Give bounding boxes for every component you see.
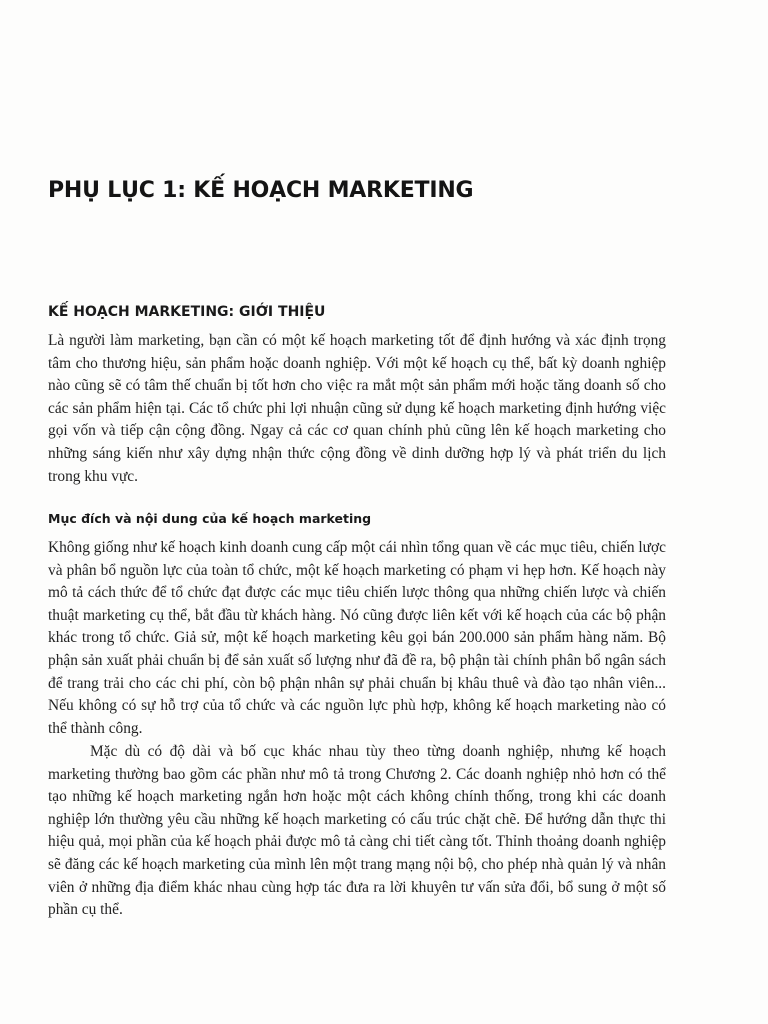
subsection-heading: Mục đích và nội dung của kế hoạch marketing	[48, 511, 372, 526]
chapter-title: PHỤ LỤC 1: KẾ HOẠCH MARKETING	[48, 178, 474, 203]
section-heading: KẾ HOẠCH MARKETING: GIỚI THIỆU	[48, 304, 326, 320]
structure-paragraph: Mặc dù có độ dài và bố cục khác nhau tùy theo từng doanh nghiệp, nhưng kế hoạch marketing thường bao gồm các phần như mô tả trong Chương 2. Các doanh nghiệp nhỏ hơn có thể tạo những kế hoạch marketing ngắn hơn hoặc một cách không chính thống, trong khi các doanh nghiệp lớn thường yêu cầu những kế hoạch marketing có cấu trúc chặt chẽ. Để hướng dẫn thực thi hiệu quả, mọi phần của kế hoạch phải được mô tả càng chi tiết càng tốt. Thỉnh thoảng doanh nghiệp sẽ đăng các kế hoạch marketing của mình lên một trang mạng nội bộ, cho phép nhà quản lý và nhân viên ở những địa điểm khác nhau cùng hợp tác đưa ra lời khuyên tư vấn sửa đổi, bổ sung ở một số phần cụ thể.	[48, 743, 666, 919]
intro-paragraph: Là người làm marketing, bạn cần có một kế hoạch marketing tốt để định hướng và xác định trọng tâm cho thương hiệu, sản phẩm hoặc doanh nghiệp. Với một kế hoạch cụ thể, bất kỳ doanh nghiệp nào cũng sẽ có tâm thế chuẩn bị tốt hơn cho việc ra mắt một sản phẩm mới hoặc tăng doanh số cho các sản phẩm hiện tại. Các tổ chức phi lợi nhuận cũng sử dụng kế hoạch marketing định hướng việc gọi vốn và tiếp cận cộng đồng. Ngay cả các cơ quan chính phủ cũng lên kế hoạch marketing cho những sáng kiến như xây dựng nhận thức cộng đồng về dinh dưỡng hợp lý và phát triển du lịch trong khu vực.	[48, 332, 666, 485]
purpose-paragraph: Không giống như kế hoạch kinh doanh cung cấp một cái nhìn tổng quan về các mục tiêu, chiến lược và phân bổ nguồn lực của toàn tổ chức, một kế hoạch marketing có phạm vi hẹp hơn. Kế hoạch này mô tả cách thức để tổ chức đạt được các mục tiêu chiến lược thông qua những chiến lược và chiến thuật marketing cụ thể, bắt đầu từ khách hàng. Nó cũng được liên kết với kế hoạch của các bộ phận khác trong tổ chức. Giả sử, một kế hoạch marketing kêu gọi bán 200.000 sản phẩm hàng năm. Bộ phận sản xuất phải chuẩn bị để sản xuất số lượng như đã đề ra, bộ phận tài chính phân bổ ngân sách để trang trải cho các chi phí, còn bộ phận nhân sự phải chuẩn bị khâu thuê và đào tạo nhân viên... Nếu không có sự hỗ trợ của tổ chức và các nguồn lực phù hợp, không kế hoạch marketing nào có thể thành công.	[48, 539, 666, 737]
